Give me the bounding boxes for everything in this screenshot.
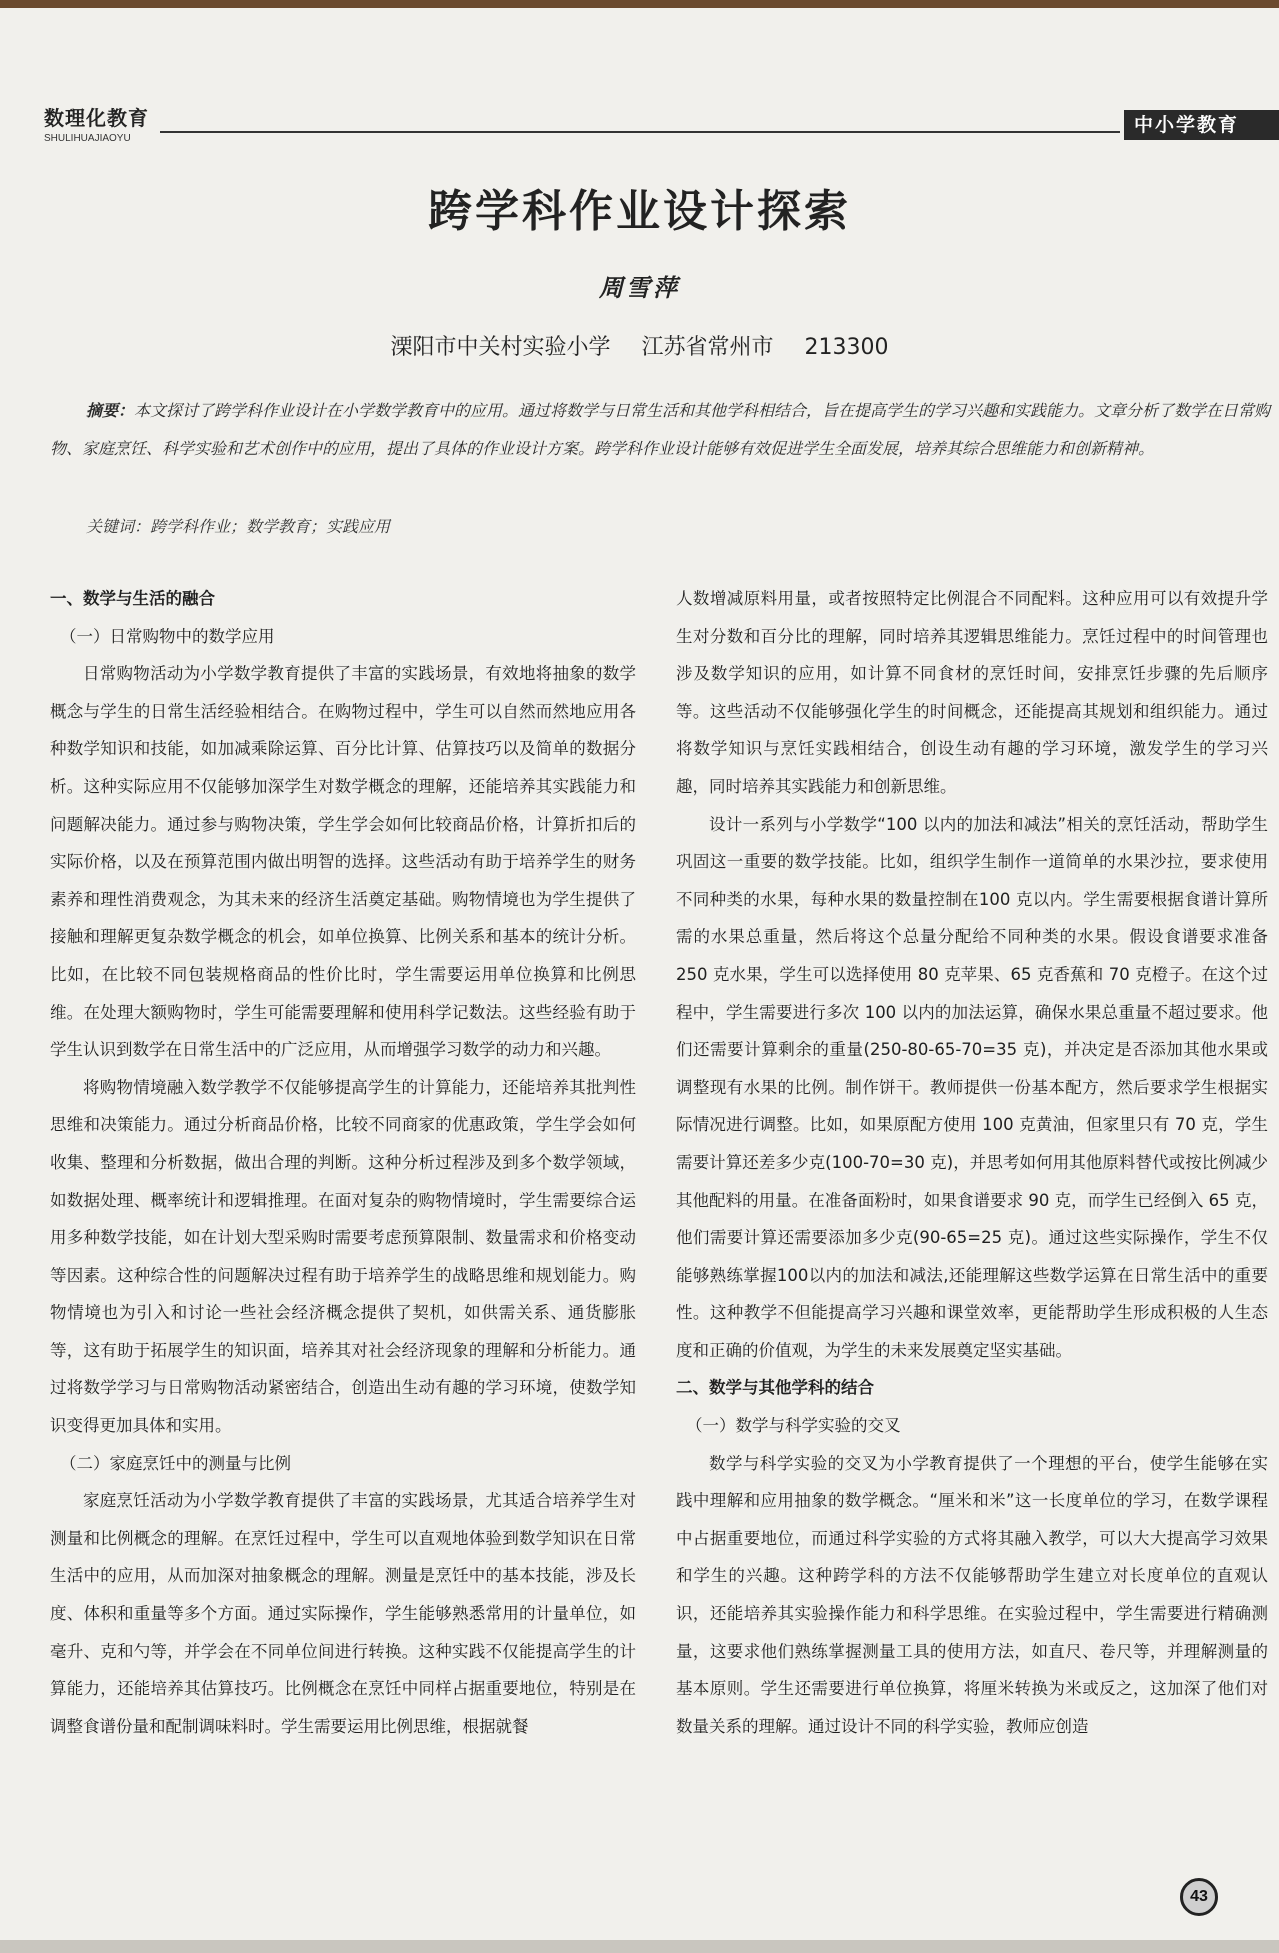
bottom-edge	[0, 1940, 1279, 1953]
magazine-badge: 中小学教育	[1124, 110, 1279, 140]
subsection-heading-science: （一）数学与科学实验的交叉	[686, 1416, 901, 1436]
journal-name: 数理化教育	[44, 106, 149, 130]
keywords	[86, 512, 1266, 542]
header-divider	[160, 131, 1120, 133]
keywords-text: 跨学科作业；数学教育；实践应用	[150, 517, 391, 536]
section-heading-1: 一、数学与生活的融合	[50, 589, 215, 608]
author-affiliation	[0, 330, 1279, 361]
abstract	[50, 392, 1279, 468]
paragraph: 日常购物活动为小学数学教育提供了丰富的实践场景，有效地将抽象的数学概念与学生的日常生活经验相结合。在购物过程中，学生可以自然而然地应用各种数学知识和技能，如加减乘除运算、百分比计算、估算技巧以及简单的数据分析。这种实际应用不仅能够加深学生对数学概念的理解，还能培养其实践能力和问题解决能力。通过参与购物决策，学生学会如何比较商品价格，计算折扣后的实际价格，以及在预算范围内做出明智的选择。这些活动有助于培养学生的财务素养和理性消费观念，为其未来的经济生活奠定基础。购物情境也为学生提供了接触和理解更复杂数学概念的机会，如单位换算、比例关系和基本的统计分析。比如，在比较不同包装规格商品的性价比时，学生需要运用单位换算和比例思维。在处理大额购物时，学生可能需要理解和使用科学记数法。这些经验有助于学生认识到数学在日常生活中的广泛应用，从而增强学习数学的动力和兴趣。	[50, 664, 636, 1060]
page-number: 43	[1180, 1878, 1218, 1916]
top-binding-edge	[0, 0, 1279, 8]
abstract-label: 摘要：	[86, 401, 135, 420]
keywords-label: 关键词：	[86, 517, 151, 536]
article-author: 周雪萍	[599, 273, 680, 302]
subsection-heading-cooking: （二）家庭烹饪中的测量与比例	[60, 1453, 291, 1473]
journal-pinyin: SHULIHUAJIAOYU	[44, 133, 131, 144]
paragraph: 设计一系列与小学数学“100 以内的加法和减法”相关的烹饪活动，帮助学生巩固这一重要的数学技能。比如，组织学生制作一道简单的水果沙拉，要求使用不同种类的水果，每种水果的数量控制在100 克以内。学生需要根据食谱计算所需的水果总重量，然后将这个总量分配给不同种类的水果。假设食谱要求准备 250 克水果，学生可以选择使用 80 克苹果、65 克香蕉和 70 克橙子。在这个过程中，学生需要进行多次 100 以内的加法运算，确保水果总重量不超过要求。他们还需要计算剩余的重量(250-80-65-70=35 克)，并决定是否添加其他水果或调整现有水果的比例。制作饼干。教师提供一份基本配方，然后要求学生根据实际情况进行调整。比如，如果原配方使用 100 克黄油，但家里只有 70 克，学生需要计算还差多少克(100-70=30 克)，并思考如何用其他原料替代或按比例减少其他配料的用量。在准备面粉时，如果食谱要求 90 克，而学生已经倒入 65 克，他们需要计算还需要添加多少克(90-65=25 克)。通过这些实际操作，学生不仅能够熟练掌握100以内的加法和减法,还能理解这些数学运算在日常生活中的重要性。这种教学不但能提高学习兴趣和课堂效率，更能帮助学生形成积极的人生态度和正确的价值观，为学生的未来发展奠定坚实基础。	[676, 814, 1268, 1360]
subsection-heading-shopping: （一）日常购物中的数学应用	[60, 626, 275, 646]
affiliation-school: 溧阳市中关村实验小学	[390, 335, 611, 360]
paragraph: 家庭烹饪活动为小学数学教育提供了丰富的实践场景，尤其适合培养学生对测量和比例概念的理解。在烹饪过程中，学生可以直观地体验到数学知识在日常生活中的应用，从而加深对抽象概念的理解。测量是烹饪中的基本技能，涉及长度、体积和重量等多个方面。通过实际操作，学生能够熟悉常用的计量单位，如毫升、克和勺等，并学会在不同单位间进行转换。这种实践不仅能提高学生的计算能力，还能培养其估算技巧。比例概念在烹饪中同样占据重要地位，特别是在调整食谱份量和配制调味料时。学生需要运用比例思维，根据就餐	[50, 1491, 636, 1736]
paragraph: 数学与科学实验的交叉为小学教育提供了一个理想的平台，使学生能够在实践中理解和应用抽象的数学概念。“厘米和米”这一长度单位的学习，在数学课程中占据重要地位，而通过科学实验的方式将其融入教学，可以大大提高学习效果和学生的兴趣。这种跨学科的方法不仅能够帮助学生建立对长度单位的直观认识，还能培养其实验操作能力和科学思维。在实验过程中，学生需要进行精确测量，这要求他们熟练掌握测量工具的使用方法，如直尺、卷尺等，并理解测量的基本原则。学生还需要进行单位换算，将厘米转换为米或反之，这加深了他们对数量关系的理解。通过设计不同的科学实验，教师应创造	[676, 1453, 1268, 1736]
abstract-text: 本文探讨了跨学科作业设计在小学数学教育中的应用。通过将数学与日常生活和其他学科相结合，旨在提高学生的学习兴趣和实践能力。文章分析了数学在日常购物、家庭烹饪、科学实验和艺术创作中的应用，提出了具体的作业设计方案。跨学科作业设计能够有效促进学生全面发展，培养其综合思维能力和创新精神。	[50, 401, 1271, 458]
right-column	[676, 580, 1268, 1745]
affiliation-postcode: 213300	[804, 335, 889, 360]
paragraph-continued: 人数增减原料用量，或者按照特定比例混合不同配料。这种应用可以有效提升学生对分数和百分比的理解，同时培养其逻辑思维能力。烹饪过程中的时间管理也涉及数学知识的应用，如计算不同食材的烹饪时间，安排烹饪步骤的先后顺序等。这些活动不仅能够强化学生的时间概念，还能提高其规划和组织能力。通过将数学知识与烹饪实践相结合，创设生动有趣的学习环境，激发学生的学习兴趣，同时培养其实践能力和创新思维。	[676, 589, 1268, 796]
journal-header	[44, 102, 149, 144]
affiliation-city: 江苏省常州市	[641, 335, 774, 360]
section-heading-2: 二、数学与其他学科的结合	[676, 1378, 874, 1398]
paragraph: 将购物情境融入数学教学不仅能够提高学生的计算能力，还能培养其批判性思维和决策能力。通过分析商品价格，比较不同商家的优惠政策，学生学会如何收集、整理和分析数据，做出合理的判断。这种分析过程涉及到多个数学领域，如数据处理、概率统计和逻辑推理。在面对复杂的购物情境时，学生需要综合运用多种数学技能，如在计划大型采购时需要考虑预算限制、数量需求和价格变动等因素。这种综合性的问题解决过程有助于培养学生的战略思维和规划能力。购物情境也为引入和讨论一些社会经济概念提供了契机，如供需关系、通货膨胀等，这有助于拓展学生的知识面，培养其对社会经济现象的理解和分析能力。通过将数学学习与日常购物活动紧密结合，创造出生动有趣的学习环境，使数学知识变得更加具体和实用。	[50, 1077, 636, 1436]
left-column	[50, 580, 636, 1745]
article-title: 跨学科作业设计探索	[428, 186, 851, 237]
